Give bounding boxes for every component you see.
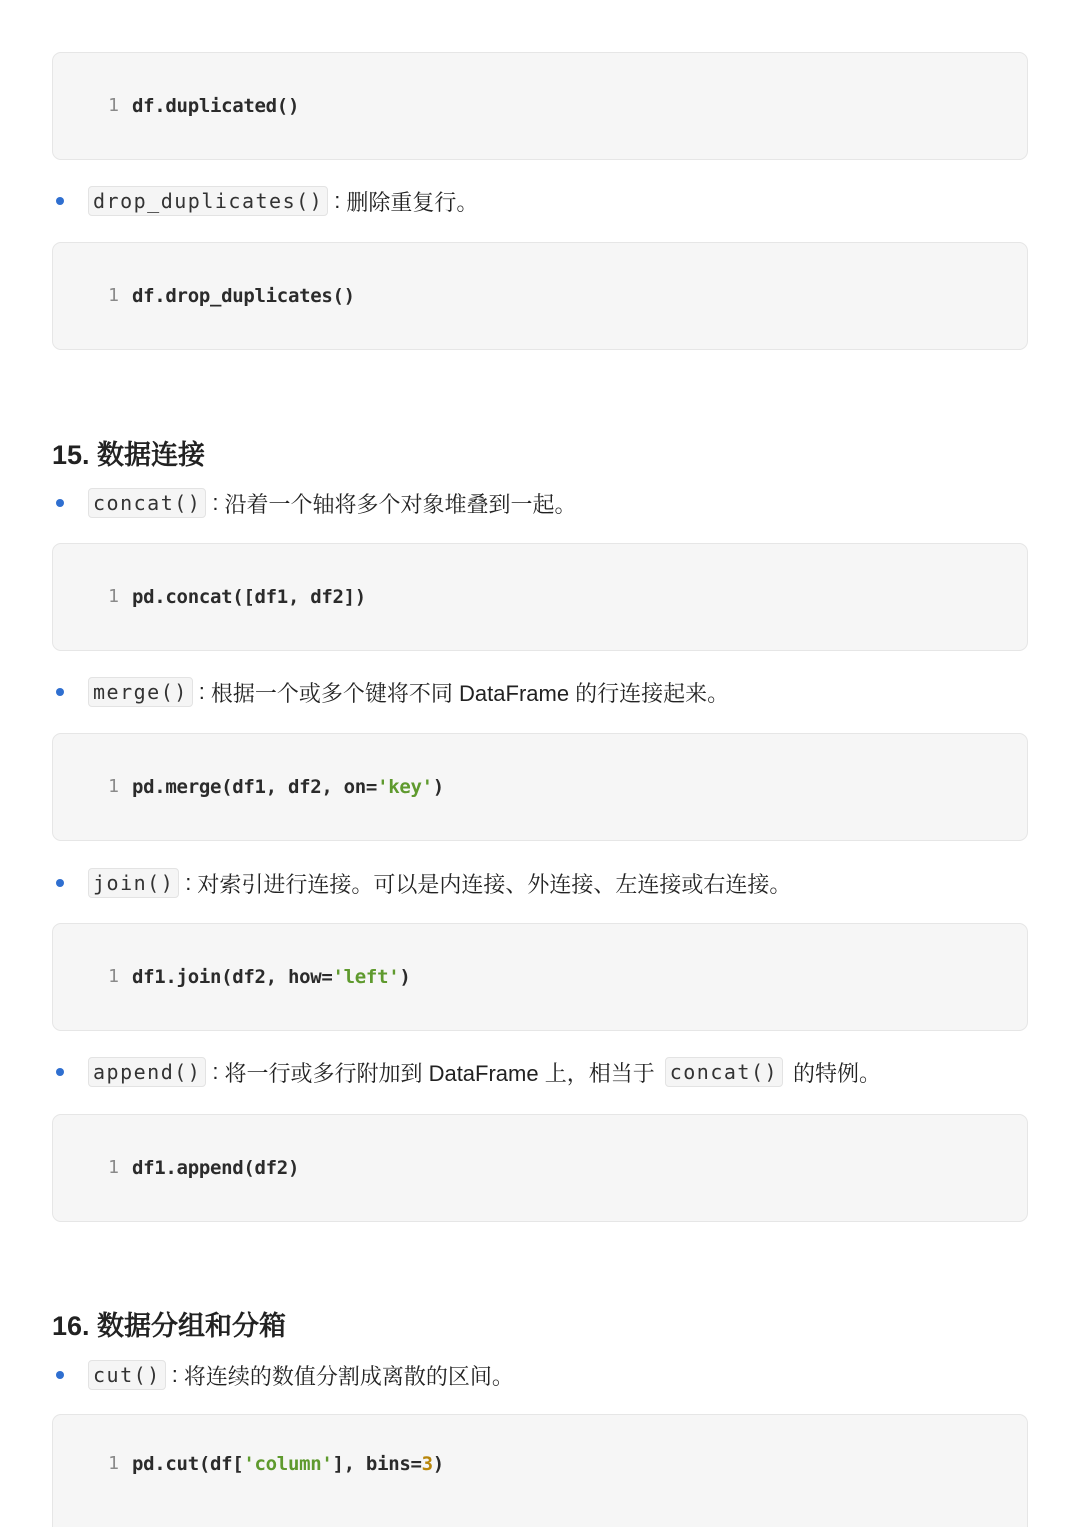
code-line (53, 772, 1027, 802)
list-item-concat (56, 483, 1040, 523)
inline-code: join() (88, 868, 179, 898)
code-line (53, 91, 1027, 121)
code-text (132, 772, 444, 802)
code-block-append (52, 1114, 1028, 1222)
line-number: 1 (108, 285, 119, 306)
description: 对索引进行连接。可以是内连接、外连接、左连接或右连接。 (197, 871, 792, 897)
code-block-concat (52, 543, 1028, 651)
separator: : (212, 1059, 219, 1084)
inline-code: cut() (88, 1360, 166, 1390)
code-line (53, 582, 1027, 612)
line-number: 1 (108, 1453, 119, 1474)
code-line (53, 1153, 1027, 1183)
description: 沿着一个轴将多个对象堆叠到一起。 (224, 491, 577, 517)
list-item-cut (56, 1355, 1040, 1395)
separator: : (334, 188, 341, 213)
code-part: pd.cut(df[ (132, 1453, 244, 1475)
code-string: 'column' (243, 1453, 333, 1475)
code-part: pd.merge(df1, df2, on= (132, 776, 378, 798)
description-suffix: 的特例。 (793, 1060, 882, 1086)
separator: : (212, 490, 219, 515)
code-text (132, 962, 411, 992)
separator: : (198, 679, 205, 704)
code-block-duplicated (52, 52, 1028, 160)
code-string: 'key' (377, 776, 433, 798)
code-line (53, 962, 1027, 992)
inline-code: concat() (88, 488, 206, 518)
section-heading-16: 16. 数据分组和分箱 (52, 1311, 287, 1341)
list-item-merge (56, 672, 1040, 712)
inline-code: drop_duplicates() (88, 186, 328, 216)
code-part: ], bins= (332, 1453, 422, 1475)
code-text: pd.concat([df1, df2]) (132, 586, 366, 608)
code-block-join (52, 923, 1028, 1031)
inline-code: merge() (88, 677, 193, 707)
description: 将连续的数值分割成离散的区间。 (183, 1363, 514, 1389)
separator: : (185, 870, 192, 895)
code-block-cut (52, 1414, 1028, 1527)
code-part: ) (432, 1453, 444, 1475)
inline-code: append() (88, 1057, 206, 1087)
list-item-join (56, 863, 1040, 903)
section-heading-15: 15. 数据连接 (52, 440, 206, 470)
line-number: 1 (108, 776, 119, 797)
bullet-dot (56, 197, 64, 205)
code-text: df1.append(df2) (132, 1157, 300, 1179)
code-block-merge (52, 733, 1028, 841)
description: 将一行或多行附加到 DataFrame 上，相当于 (224, 1060, 655, 1086)
list-item-append (56, 1052, 1040, 1092)
bullet-dot (56, 1371, 64, 1379)
bullet-dot (56, 499, 64, 507)
code-part: ) (432, 776, 444, 798)
code-string: 'left' (332, 966, 400, 988)
code-line (53, 281, 1027, 311)
line-number: 1 (108, 1157, 119, 1178)
code-text: df.drop_duplicates() (132, 285, 355, 307)
line-number: 1 (108, 95, 119, 116)
code-number: 3 (421, 1453, 433, 1475)
separator: : (171, 1362, 178, 1387)
code-line (53, 1449, 1027, 1479)
bullet-dot (56, 688, 64, 696)
bullet-dot (56, 879, 64, 887)
inline-code: concat() (665, 1057, 783, 1087)
description: 删除重复行。 (346, 189, 479, 215)
description: 根据一个或多个键将不同 DataFrame 的行连接起来。 (210, 680, 730, 706)
code-text: df.duplicated() (132, 95, 300, 117)
bullet-dot (56, 1068, 64, 1076)
line-number: 1 (108, 586, 119, 607)
list-item-drop-duplicates (56, 181, 1040, 221)
code-block-drop-duplicates (52, 242, 1028, 350)
code-part: df1.join(df2, how= (132, 966, 333, 988)
code-text (132, 1449, 444, 1479)
line-number: 1 (108, 966, 119, 987)
code-part: ) (399, 966, 411, 988)
